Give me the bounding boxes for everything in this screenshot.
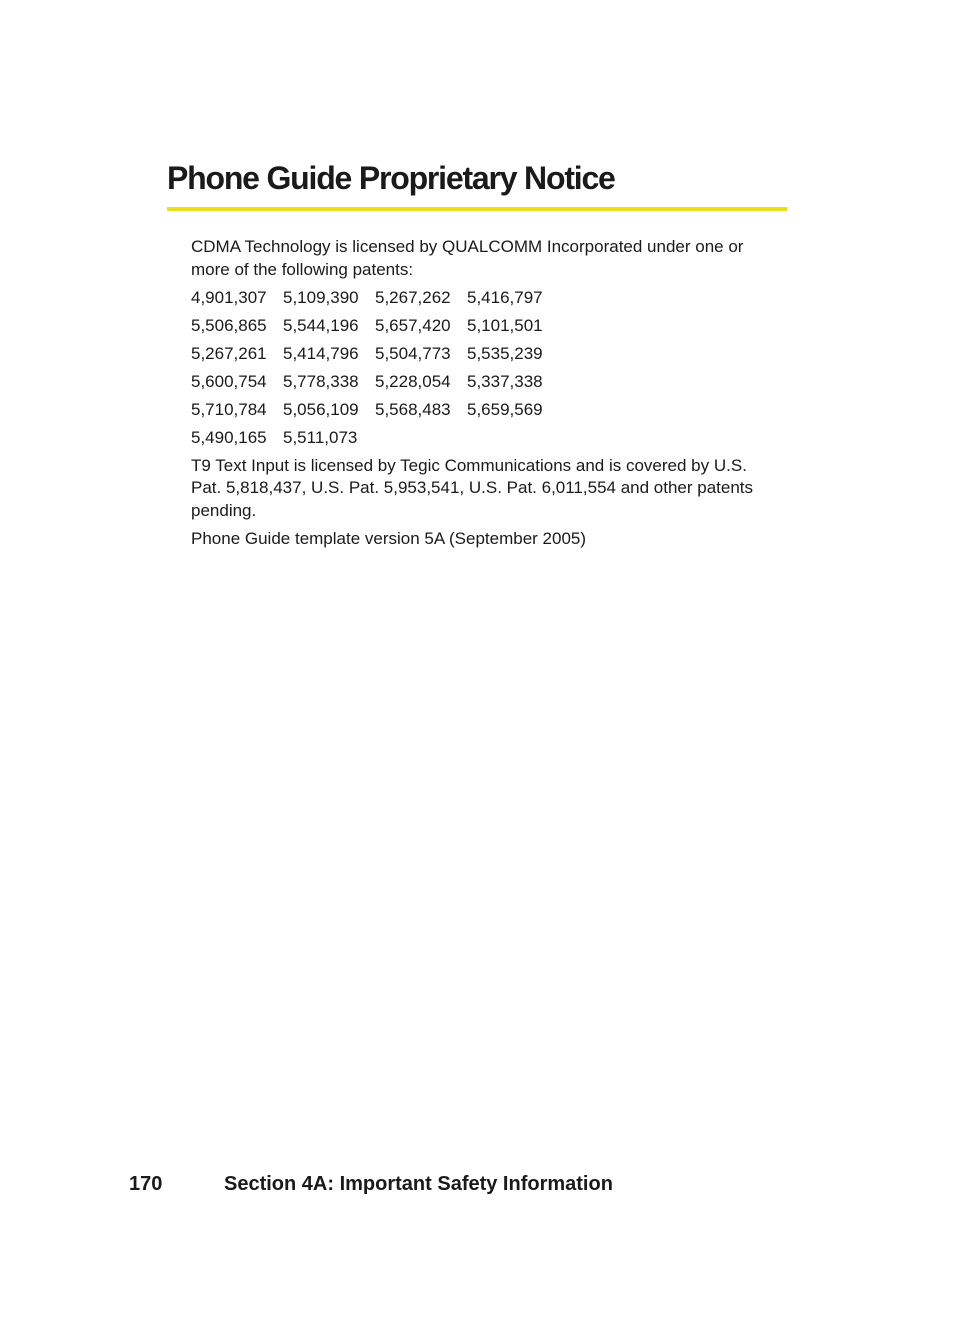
patent-number: 5,109,390 (283, 287, 359, 307)
patent-number: 5,659,569 (467, 399, 543, 419)
patent-row (191, 399, 781, 422)
patent-number: 5,710,784 (191, 399, 267, 419)
patent-number: 5,490,165 (191, 427, 267, 447)
template-version: Phone Guide template version 5A (September 2005) (191, 528, 587, 548)
patent-number: 5,267,261 (191, 343, 267, 363)
patent-row (191, 315, 781, 338)
patent-row (191, 427, 781, 450)
patent-row (191, 287, 781, 310)
patent-number: 5,056,109 (283, 399, 359, 419)
notice-body (191, 236, 781, 556)
patent-number: 5,657,420 (375, 315, 451, 335)
patent-number: 5,267,262 (375, 287, 451, 307)
patent-row (191, 371, 781, 394)
patent-number: 5,778,338 (283, 371, 359, 391)
patent-number: 5,568,483 (375, 399, 451, 419)
page-footer (129, 1170, 613, 1198)
patent-number: 5,228,054 (375, 371, 451, 391)
patent-number: 5,414,796 (283, 343, 359, 363)
patent-number: 4,901,307 (191, 287, 267, 307)
t9-notice-paragraph: T9 Text Input is licensed by Tegic Communications and is covered by U.S. Pat. 5,818,437, U.S. Pat. 5,953,541, U.S. Pat. 6,011,554 and other patents pending. (191, 455, 754, 520)
section-title: Section 4A: Important Safety Information (224, 1173, 613, 1195)
title-underline-rule (167, 207, 787, 211)
patent-number: 5,416,797 (467, 287, 543, 307)
patent-number: 5,506,865 (191, 315, 267, 335)
patent-number: 5,504,773 (375, 343, 451, 363)
patent-number: 5,511,073 (283, 427, 358, 447)
page-title: Phone Guide Proprietary Notice (167, 160, 615, 196)
patent-number: 5,337,338 (467, 371, 543, 391)
patent-number: 5,600,754 (191, 371, 267, 391)
patent-number: 5,535,239 (467, 343, 543, 363)
patent-number: 5,544,196 (283, 315, 359, 335)
intro-paragraph: CDMA Technology is licensed by QUALCOMM Incorporated under one or more of the following patents: (191, 237, 744, 279)
patent-row (191, 343, 781, 366)
patent-number: 5,101,501 (467, 315, 543, 335)
page-number: 170 (129, 1173, 163, 1195)
patent-list (191, 287, 781, 450)
